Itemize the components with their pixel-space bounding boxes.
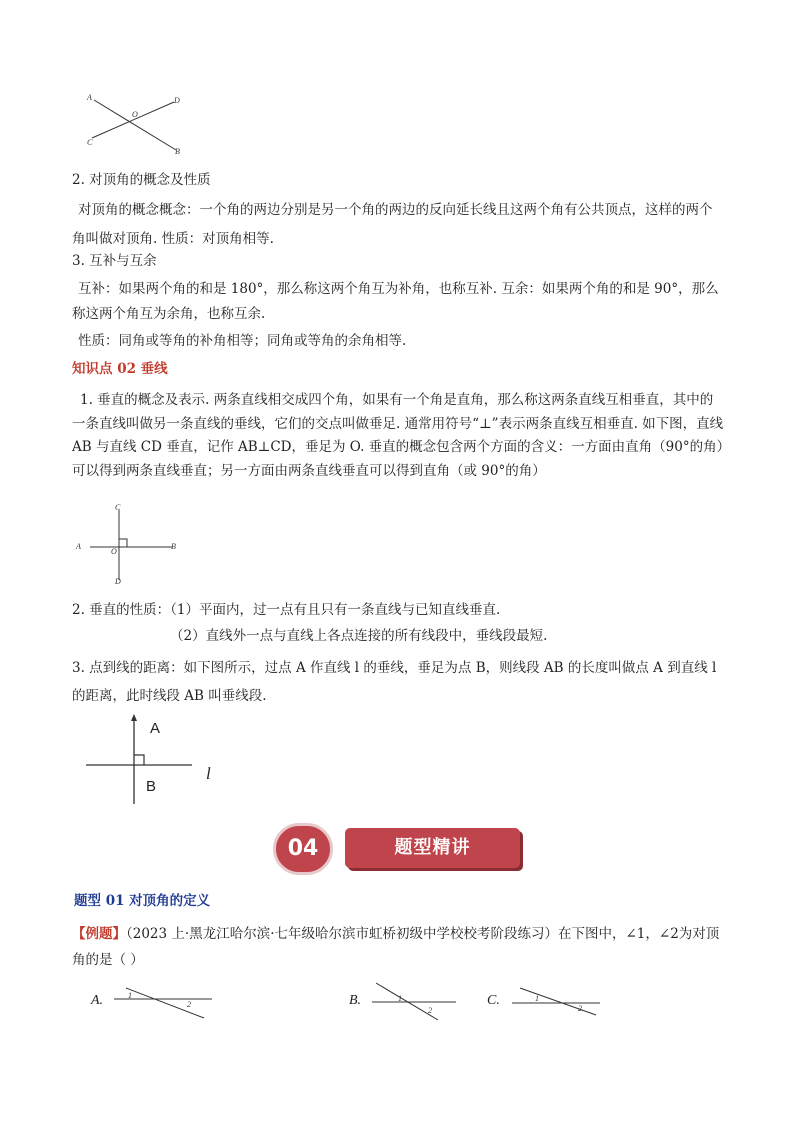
section-number-badge: 04 [273, 823, 333, 875]
fig1-label-b: B [175, 147, 180, 156]
knowledge-point-title: 知识点 02 垂线 [72, 361, 168, 377]
fig3-label-b: B [146, 778, 157, 795]
fig2-label-d: D [115, 577, 121, 586]
option-c-angle-2: 2 [578, 1004, 582, 1013]
option-a-label[interactable]: A. [91, 993, 104, 1008]
option-a-angle-2: 2 [187, 1000, 191, 1009]
fig2-label-a: A [76, 542, 81, 551]
example-tag: 【例题】 [72, 926, 126, 942]
figure-intersecting-lines [80, 88, 200, 160]
section-banner-title: 题型精讲 [345, 828, 520, 868]
option-a-angle-1: 1 [128, 991, 132, 1000]
fig1-label-a: A [87, 93, 92, 102]
section3-body: 互补：如果两个角的和是 180°，那么称这两个角互为补角，也称互补. 互余：如果两个角的和是 90°，那么称这两个角互为余角，也称互余. [72, 281, 719, 322]
fig1-label-o: O [132, 110, 138, 119]
option-b-label[interactable]: B. [349, 993, 362, 1008]
fig2-label-b: B [171, 542, 176, 551]
perpendicular-definition: 1. 垂直的概念及表示. 两条直线相交成四个角，如果有一个角是直角，那么称这两条直线互相垂直，其中的一条直线叫做另一条直线的垂线，它们的交点叫做垂足. 通常用符号“⊥”表示两条直线互相垂直. 如下图，直线 AB 与直线 CD 垂直，记作 AB⊥CD，垂足为 O. 垂直的概念包含两个方面的含义：一方面由直角（90°的角）可以得到两条直线垂直；另一方面由两条直线垂直可以得到直角（或 90°的角） [72, 392, 724, 479]
option-b-angle-1: 1 [398, 994, 402, 1003]
example-question [72, 921, 724, 973]
perpendicular-property-1: 2. 垂直的性质：（1）平面内，过一点有且只有一条直线与已知直线垂直. [72, 602, 501, 618]
fig3-label-a: A [150, 720, 161, 737]
option-c-figure[interactable] [510, 984, 602, 1020]
fig2-label-o: O [111, 547, 117, 556]
option-b-angle-2: 2 [428, 1006, 432, 1015]
fig1-label-d: D [174, 96, 180, 105]
option-b-figure[interactable] [368, 980, 463, 1022]
perpendicular-property-2: （2）直线外一点与直线上各点连接的所有线段中，垂线段最短. [170, 628, 548, 644]
option-c-angle-1: 1 [535, 994, 539, 1003]
section3-title: 3. 互补与互余 [72, 253, 157, 269]
option-c-label[interactable]: C. [487, 993, 500, 1008]
point-line-distance: 3. 点到线的距离：如下图所示，过点 A 作直线 l 的垂线，垂足为点 B，则线段 AB 的长度叫做点 A 到直线 l 的距离，此时线段 AB 叫垂线段. [72, 660, 717, 704]
question-type-title: 题型 01 对顶角的定义 [74, 893, 211, 909]
fig2-label-c: C [115, 503, 121, 512]
fig3-label-l: l [206, 764, 211, 783]
example-text: （2023 上·黑龙江哈尔滨·七年级哈尔滨市虹桥初级中学校校考阶段练习）在下图中，∠1，∠2为对顶角的是（ ） [72, 926, 720, 968]
figure-perpendicular-segment [84, 712, 214, 812]
section2-title: 2. 对顶角的概念及性质 [72, 172, 211, 188]
section3-property: 性质：同角或等角的补角相等；同角或等角的余角相等. [78, 333, 407, 349]
fig1-label-c: C [87, 138, 93, 147]
section2-body: 对顶角的概念概念：一个角的两边分别是另一个角的两边的反向延长线且这两个角有公共顶点，这样的两个角叫做对顶角. 性质：对顶角相等. [72, 202, 713, 247]
